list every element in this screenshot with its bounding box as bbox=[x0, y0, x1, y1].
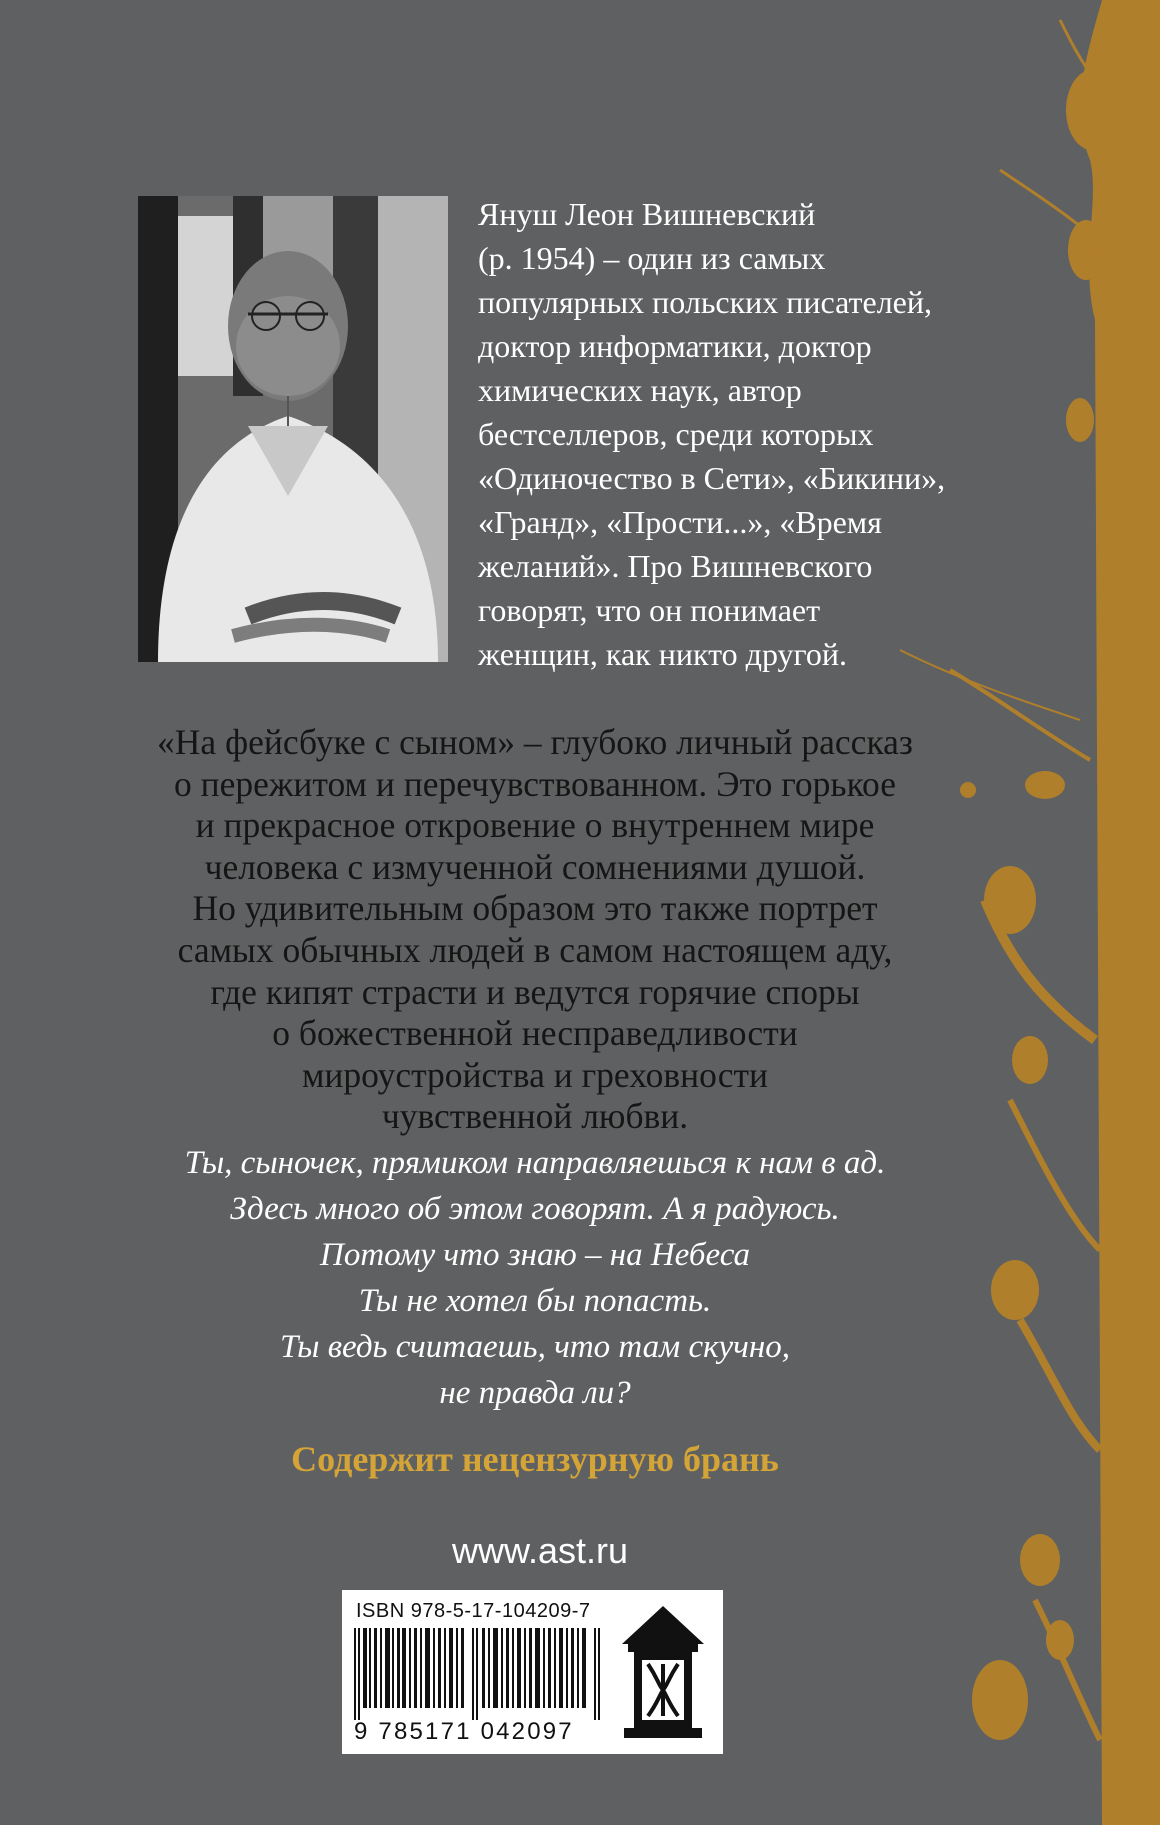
content-warning: Содержит нецензурную брань bbox=[291, 1439, 779, 1479]
book-description: «На фейсбуке с сыном» – глубоко личный рассказ о пережитом и перечувствованном. Это горькое и прекрасное откровение о внутреннем мире человека с измученной сомнениями душой. Но удивительным образом это также портрет самых обычных людей в самом настоящем аду, где кипят страсти и ведутся горячие споры о божественной несправедливости мироустройства и греховности чувственной любви. bbox=[157, 722, 913, 1137]
barcode-bars bbox=[354, 1628, 602, 1720]
ean-digits: 9 785171 042097 bbox=[354, 1718, 574, 1745]
book-quote: Ты, сыночек, прямиком направляешься к нам в ад. Здесь много об этом говорят. А я радуюсь. Потому что знаю – на Небеса Ты не хотел бы попасть. Ты ведь считаешь, что там скучно, не правда ли? bbox=[184, 1145, 886, 1411]
isbn-label: ISBN 978-5-17-104209-7 bbox=[356, 1600, 591, 1622]
author-photo bbox=[138, 196, 448, 662]
ochre-side-band bbox=[1102, 0, 1160, 1825]
publisher-website[interactable]: www.ast.ru bbox=[451, 1530, 629, 1571]
author-bio: Януш Леон Вишневский (р. 1954) – один из самых популярных польских писателей, доктор информатики, доктор химических наук, автор бестселлеров, среди которых «Одиночество в Сети», «Бикини», «Гранд», «Прости...», «Время желаний». Про Вишневского говорят, что он понимает женщин, как никто другой. bbox=[478, 196, 946, 672]
lantern-zh-logo-icon bbox=[618, 1604, 708, 1740]
isbn-barcode bbox=[342, 1590, 723, 1754]
